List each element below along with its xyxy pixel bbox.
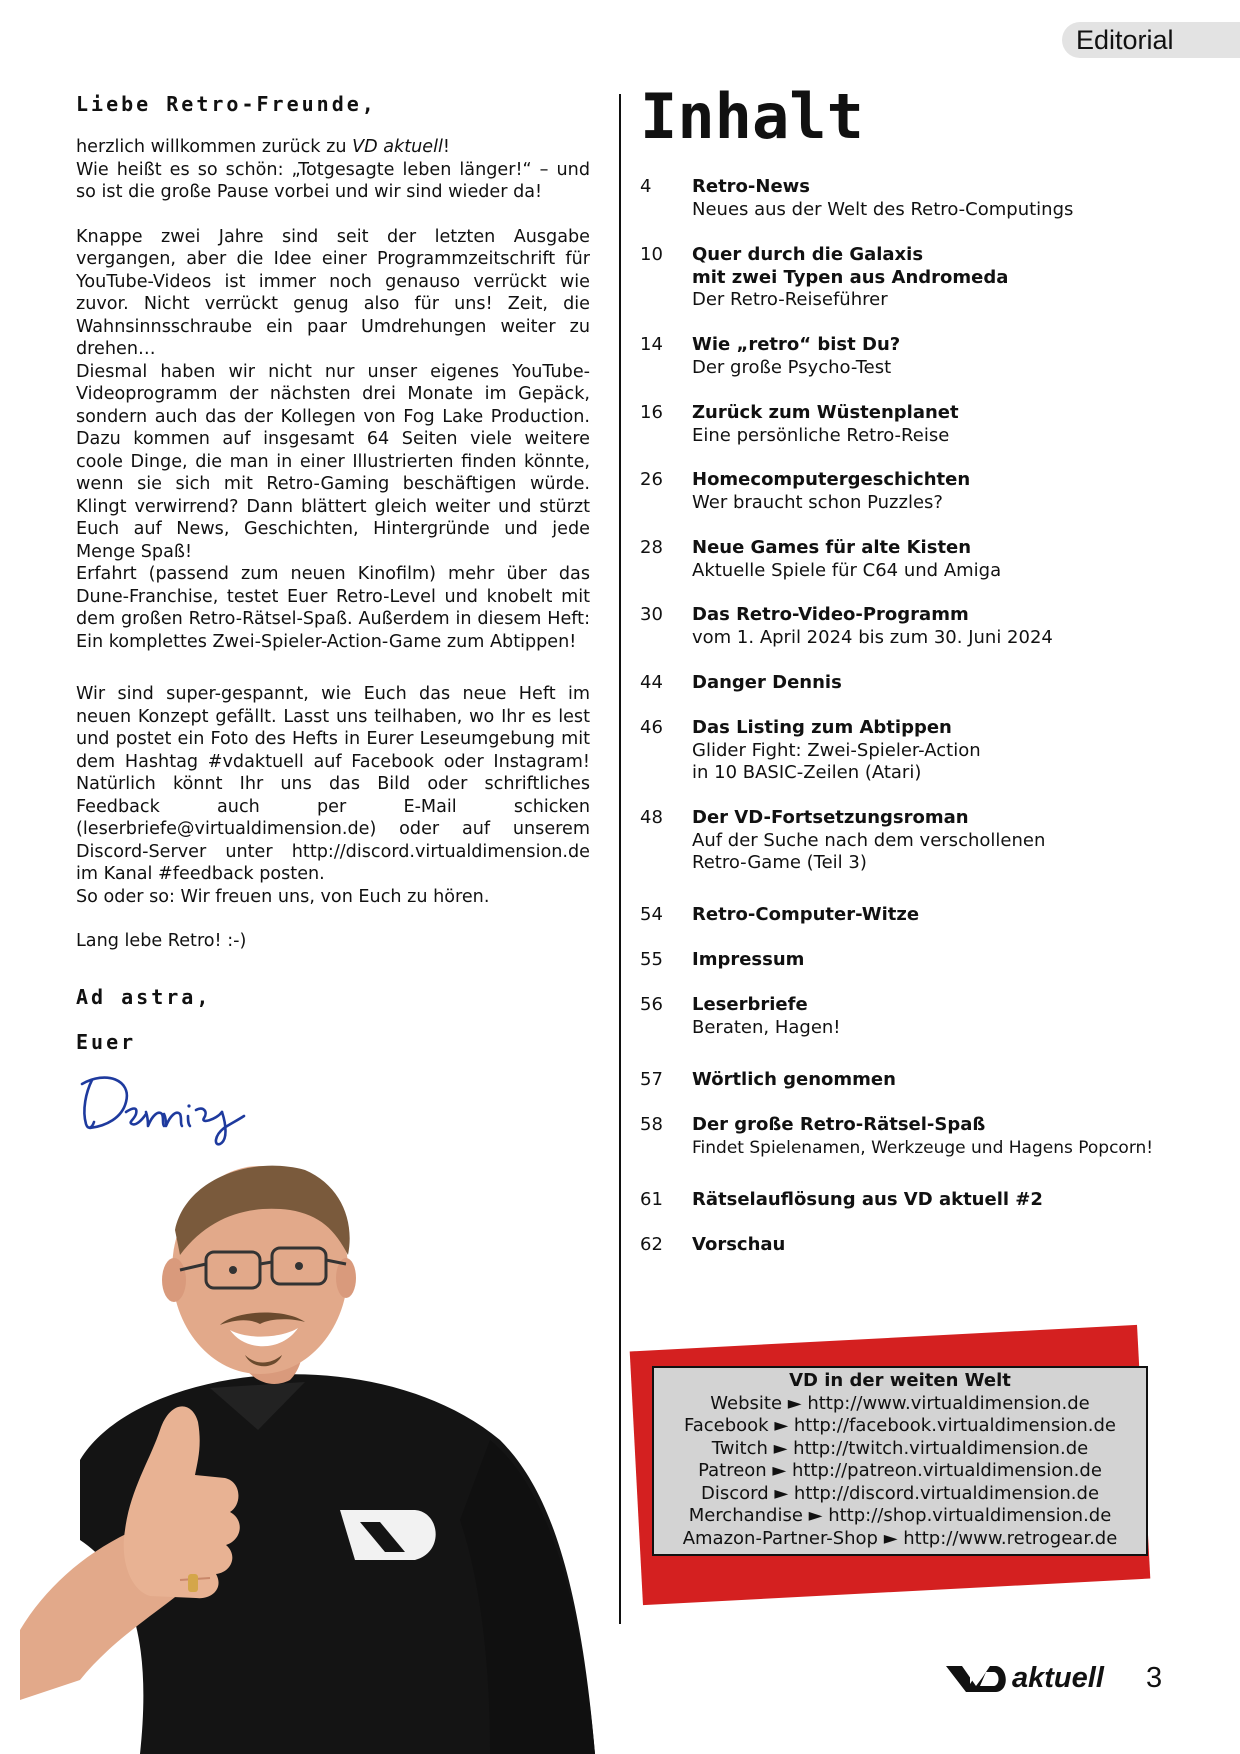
- section-tab: [1062, 22, 1240, 58]
- infobox-link-website[interactable]: Website ► http://www.virtualdimension.de: [710, 1392, 1090, 1414]
- toc-title: Zurück zum Wüstenplanet: [692, 402, 959, 423]
- toc-subtitle: vom 1. April 2024 bis zum 30. Juni 2024: [692, 626, 1053, 648]
- infobox-link-twitch[interactable]: Twitch ► http://twitch.virtualdimension.de: [711, 1437, 1089, 1459]
- toc-subtitle: Der große Psycho-Test: [692, 356, 892, 378]
- toc-subtitle: Glider Fight: Zwei-Spieler-Action: [692, 739, 981, 761]
- toc-title: Der große Retro-Rätsel-Spaß: [692, 1114, 986, 1135]
- toc-title: Der VD-Fortsetzungsroman: [692, 807, 969, 828]
- toc-page-number: 30: [640, 604, 663, 625]
- toc-title-line-2: mit zwei Typen aus Andromeda: [692, 266, 1009, 288]
- letter-signoff-euer: Euer: [76, 1030, 137, 1054]
- toc-subtitle: Der Retro-Reiseführer: [692, 289, 888, 310]
- toc-subtitle: Auf der Suche nach dem verschollenen: [692, 829, 1046, 851]
- infobox-link-discord[interactable]: Discord ► http://discord.virtualdimension.de: [700, 1482, 1100, 1504]
- toc-subtitle: Eine persönliche Retro-Reise: [692, 424, 950, 446]
- toc-page-number: 62: [640, 1234, 663, 1255]
- toc-title: Das Listing zum Abtippen: [692, 717, 952, 738]
- letter-paragraph: Erfahrt (passend zum neuen Kinofilm) mehr über das Dune-Franchise, testet Euer Retro-Level und knobelt mit dem großen Retro-Rätsel-Spaß. Außerdem in diesem Heft: Ein komplettes Zwei-Spieler-Action-Game zum Abtippen!: [76, 564, 590, 652]
- toc-title: Quer durch die Galaxis: [692, 244, 924, 265]
- toc-subtitle: Wer braucht schon Puzzles?: [692, 491, 943, 513]
- infobox-vd-links: [652, 1366, 1148, 1556]
- toc-title: Vorschau: [692, 1234, 786, 1255]
- toc-subtitle-line-2: in 10 BASIC-Zeilen (Atari): [692, 762, 922, 783]
- vd-logo-icon: [946, 1664, 1008, 1694]
- toc-title: Leserbriefe: [692, 994, 808, 1015]
- letter-paragraph: Wir sind super-gespannt, wie Euch das neue Heft im neuen Konzept gefällt. Lasst uns teilhaben, wo Ihr es lest und postet ein Foto des Hefts in Eurer Leseumgebung mit dem Hashtag #vdaktuell auf Facebook oder Instagram! Natürlich könnt Ihr uns das Bild oder schriftliches Feedback auch per E-Mail schicken (leserbriefe@virtualdimension.de) oder auf unserem Discord-Server unter http://discord.virtualdimension.de im Kanal #feedback posten.: [76, 684, 590, 884]
- toc-subtitle: Beraten, Hagen!: [692, 1016, 841, 1038]
- toc-page-number: 54: [640, 904, 663, 925]
- toc-page-number: 61: [640, 1189, 663, 1210]
- toc-title: Retro-Computer-Witze: [692, 904, 920, 925]
- letter-signoff: Ad astra,: [76, 985, 212, 1009]
- letter-intro-2: Wie heißt es so schön: „Totgesagte leben länger!“ – und so ist die große Pause vorbei und wir sind wieder da!: [76, 159, 590, 202]
- toc-page-number: 28: [640, 537, 663, 558]
- letter-intro-1: herzlich willkommen zurück zu VD aktuell!: [76, 137, 450, 157]
- toc-title: Homecomputergeschichten: [692, 469, 971, 490]
- toc-page-number: 46: [640, 717, 663, 738]
- toc-page-number: 10: [640, 244, 663, 265]
- infobox-title: VD in der weiten Welt: [789, 1370, 1011, 1391]
- toc-page-number: 48: [640, 807, 663, 828]
- toc-page-number: 57: [640, 1069, 663, 1090]
- infobox-link-patreon[interactable]: Patreon ► http://patreon.virtualdimension.de: [698, 1460, 1102, 1481]
- editor-photo: [20, 1160, 600, 1754]
- toc-subtitle-line-2: Retro-Game (Teil 3): [692, 852, 867, 873]
- toc-title: Rätselauflösung aus VD aktuell #2: [692, 1189, 1043, 1210]
- toc-page-number: 56: [640, 994, 663, 1015]
- infobox-link-merchandise[interactable]: Merchandise ► http://shop.virtualdimension.de: [688, 1505, 1112, 1526]
- footer-brand: aktuell: [1012, 1662, 1104, 1694]
- toc-subtitle: Neues aus der Welt des Retro-Computings: [692, 198, 1074, 220]
- shirt-logo-icon: [340, 1510, 436, 1560]
- letter-paragraph: Diesmal haben wir nicht nur unser eigenes YouTube-Videoprogramm der nächsten drei Monate im Gepäck, sondern auch das der Kollegen von Fog Lake Production. Dazu kommen auf insgesamt 64 Seiten viele weitere coole Dinge, die man in einer Illustrierten finden könnte, wenn sie sich mit Retro-Gaming beschäftigen würde. Klingt verwirrend? Dann blättert gleich weiter und stürzt Euch auf News, Geschichten, Hintergründe und jede Menge Spaß!: [76, 361, 590, 562]
- toc-title: Impressum: [692, 949, 805, 970]
- column-divider: [619, 94, 621, 1624]
- toc-page-number: 44: [640, 672, 663, 693]
- editorial-letter: [76, 136, 590, 953]
- toc-page-number: 4: [640, 176, 652, 197]
- toc-title: Wie „retro“ bist Du?: [692, 334, 901, 355]
- letter-paragraph: So oder so: Wir freuen uns, von Euch zu hören.: [76, 886, 490, 907]
- toc-title: Wörtlich genommen: [692, 1069, 896, 1090]
- toc-page-number: 26: [640, 469, 663, 490]
- toc-page-number: 14: [640, 334, 663, 355]
- infobox-link-facebook[interactable]: Facebook ► http://facebook.virtualdimension.de: [684, 1415, 1116, 1436]
- signature: [76, 1062, 256, 1148]
- toc-subtitle: Aktuelle Spiele für C64 und Amiga: [692, 559, 1002, 581]
- toc-title: Retro-News: [692, 176, 811, 197]
- letter-greeting: Liebe Retro-Freunde,: [76, 92, 377, 116]
- toc-subtitle: Findet Spielenamen, Werkzeuge und Hagens Popcorn!: [692, 1137, 1154, 1158]
- page-number: 3: [1146, 1662, 1163, 1694]
- infobox-link-amazon[interactable]: Amazon-Partner-Shop ► http://www.retrogear.de: [682, 1527, 1118, 1549]
- toc-title: Danger Dennis: [692, 672, 842, 693]
- toc-page-number: 16: [640, 402, 663, 423]
- toc-page-number: 55: [640, 949, 663, 970]
- toc-title: Das Retro-Video-Programm: [692, 604, 969, 625]
- toc-heading: Inhalt: [640, 80, 864, 153]
- toc-title: Neue Games für alte Kisten: [692, 537, 972, 558]
- toc-page-number: 58: [640, 1114, 663, 1135]
- letter-paragraph: Knappe zwei Jahre sind seit der letzten Ausgabe vergangen, aber die Idee einer Programmzeitschrift für YouTube-Videos ist immer noch genauso verrückt wie zuvor. Nicht verrückt genug also für uns! Zeit, die Wahnsinnsschraube ein paar Umdrehungen weiter zu drehen…: [76, 226, 590, 359]
- section-tab-label: Editorial: [1076, 25, 1174, 55]
- letter-closing: Lang lebe Retro! :-): [76, 931, 247, 951]
